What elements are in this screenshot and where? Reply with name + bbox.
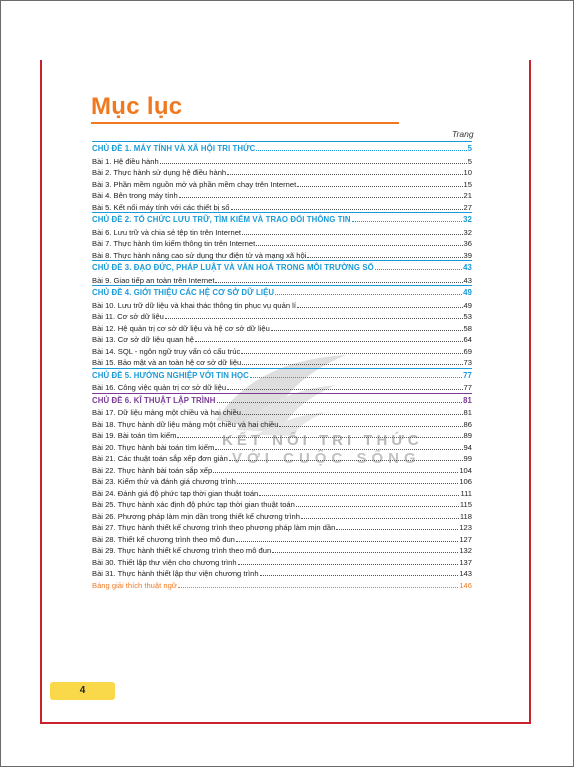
toc-leader-dots: [241, 345, 462, 354]
toc-leader-dots: [237, 475, 458, 484]
toc-leader-dots: [217, 394, 463, 403]
toc-entry[interactable]: [92, 226, 472, 238]
toc-entry-title: CHỦ ĐỀ 3. ĐẠO ĐỨC, PHÁP LUẬT VÀ VĂN HOÁ TRONG MÔI TRƯỜNG SỐ: [92, 263, 374, 272]
toc-entry-page: 53: [463, 312, 472, 321]
toc-entry-page: 5: [467, 144, 472, 153]
toc-leader-dots: [227, 166, 462, 175]
toc-entry-page: 58: [463, 323, 472, 333]
toc-entry-page: 36: [463, 239, 472, 248]
toc-chapter[interactable]: [92, 260, 472, 274]
toc-entry-title: Bài 15. Bảo mật và an toàn hệ cơ sở dữ liệu: [92, 358, 242, 367]
toc-leader-dots: [271, 322, 463, 331]
toc-entry[interactable]: [92, 310, 472, 322]
toc-leader-dots: [375, 261, 462, 270]
toc-leader-dots: [165, 310, 463, 319]
toc-entry[interactable]: [92, 356, 472, 368]
toc-entry-title: Bài 29. Thực hành thiết kế chương trình theo mô đun: [92, 546, 272, 555]
toc-entry-title: CHỦ ĐỀ 6. KĨ THUẬT LẬP TRÌNH: [92, 395, 216, 405]
toc-entry-title: Bài 31. Thực hành thiết lập thư viện chương trình: [92, 569, 259, 578]
toc-entry-page: 43: [463, 275, 472, 285]
toc-entry-title: Bài 28. Thiết kế chương trình theo mô đun: [92, 534, 235, 544]
toc-entry[interactable]: [92, 274, 472, 286]
toc-entry-page: 15: [463, 179, 472, 189]
toc-entry-page: 49: [463, 300, 472, 310]
toc-entry[interactable]: [92, 189, 472, 201]
toc-entry[interactable]: [92, 464, 472, 476]
toc-entry-title: Bài 27. Thực hành thiết kế chương trình theo phương pháp làm mịn dần: [92, 523, 336, 532]
toc-entry[interactable]: [92, 544, 472, 556]
toc-entry-title: Bài 20. Thực hành bài toán tìm kiếm: [92, 442, 215, 452]
toc-entry[interactable]: [92, 237, 472, 249]
toc-entry[interactable]: [92, 429, 472, 441]
toc-leader-dots: [215, 441, 462, 450]
toc-leader-dots: [275, 286, 462, 295]
toc-entry-title: Bài 18. Thực hành dữ liệu mảng một chiều và hai chiều: [92, 419, 279, 429]
toc-entry-page: 64: [463, 335, 472, 344]
page-title: Mục lục: [91, 93, 183, 120]
toc-entry[interactable]: [92, 166, 472, 178]
toc-entry-title: CHỦ ĐỀ 1. MÁY TÍNH VÀ XÃ HỘI TRI THỨC: [92, 144, 256, 153]
toc-entry[interactable]: [92, 201, 472, 213]
toc-entry[interactable]: [92, 418, 472, 430]
toc-leader-dots: [178, 579, 458, 588]
toc-leader-dots: [242, 226, 463, 235]
toc-entry-page: 39: [463, 250, 472, 260]
toc-entry-title: Bài 16. Công việc quản trị cơ sở dữ liệu: [92, 383, 227, 392]
toc-entry-page: 115: [459, 500, 472, 509]
toc-leader-dots: [215, 274, 462, 283]
toc-leader-dots: [259, 487, 459, 496]
toc-leader-dots: [231, 201, 463, 210]
toc-entry-page: 89: [463, 431, 472, 440]
toc-entry-page: 86: [463, 419, 472, 429]
toc-entry-page: 146: [459, 580, 472, 590]
toc-leader-dots: [256, 142, 466, 151]
toc-entry[interactable]: [92, 533, 472, 545]
title-underline: [91, 122, 399, 124]
toc-chapter[interactable]: [92, 393, 472, 407]
toc-entry[interactable]: [92, 498, 472, 510]
toc-entry-title: Bài 22. Thực hành bài toán sắp xếp: [92, 465, 213, 475]
toc-leader-dots: [160, 155, 467, 164]
toc-entry[interactable]: [92, 345, 472, 357]
toc-leader-dots: [236, 533, 458, 542]
toc-entry[interactable]: [92, 567, 472, 579]
toc-entry[interactable]: [92, 381, 472, 393]
toc-entry[interactable]: [92, 452, 472, 464]
toc-entry-page: 49: [463, 288, 472, 297]
toc-leader-dots: [177, 429, 462, 438]
toc-entry-page: 43: [463, 263, 472, 272]
toc-chapter[interactable]: [92, 212, 472, 226]
toc-entry-title: Bài 9. Giao tiếp an toàn trên Internet: [92, 275, 215, 285]
toc-chapter[interactable]: [92, 141, 472, 155]
toc-entry-page: 81: [463, 408, 472, 417]
toc-leader-dots: [297, 178, 462, 187]
toc-entry-page: 21: [463, 191, 472, 200]
toc-entry-title: Bài 7. Thực hành tìm kiếm thông tin trên Internet: [92, 239, 256, 248]
toc-entry[interactable]: [92, 441, 472, 453]
page-column-label: Trang: [452, 129, 474, 139]
toc-entry-title: Bài 4. Bên trong máy tính: [92, 191, 178, 200]
toc-leader-dots: [227, 381, 462, 390]
toc-entry[interactable]: [92, 333, 472, 345]
toc-leader-dots: [336, 521, 458, 530]
toc-entry-page: 143: [459, 569, 472, 578]
toc-leader-dots: [297, 299, 463, 308]
toc-entry-title: Bài 6. Lưu trữ và chia sẻ tệp tin trên Internet: [92, 227, 242, 237]
toc-entry-page: 118: [459, 511, 472, 521]
toc-entry-page: 123: [459, 523, 472, 532]
toc-leader-dots: [260, 567, 459, 576]
toc-entry-page: 132: [459, 546, 472, 555]
toc-leader-dots: [296, 498, 459, 507]
toc-entry-page: 99: [463, 454, 472, 463]
toc-leader-dots: [301, 510, 459, 519]
toc-entry-page: 77: [463, 383, 472, 392]
toc-chapter[interactable]: [92, 368, 472, 382]
toc-entry-page: 81: [463, 395, 472, 405]
toc-entry-title: Bài 8. Thực hành nâng cao sử dụng thư điện tử và mạng xã hội: [92, 250, 307, 260]
toc-entry[interactable]: [92, 299, 472, 311]
toc-entry-title: Bài 5. Kết nối máy tính với các thiết bị số: [92, 202, 230, 212]
toc-entry-title: Bài 24. Đánh giá độ phức tạp thời gian thuật toán: [92, 488, 259, 498]
toc-entry-page: 10: [463, 168, 472, 177]
toc-entry-page: 106: [459, 477, 472, 486]
toc-entry[interactable]: [92, 178, 472, 190]
toc-leader-dots: [179, 189, 463, 198]
toc-entry-title: Bảng giải thích thuật ngữ: [92, 580, 177, 590]
toc-leader-dots: [272, 544, 458, 553]
toc-entry-title: Bài 11. Cơ sở dữ liệu: [92, 312, 164, 321]
toc-entry[interactable]: [92, 249, 472, 261]
toc-entry-title: Bài 17. Dữ liệu mảng một chiều và hai chiều: [92, 408, 242, 417]
toc-leader-dots: [229, 452, 463, 461]
toc-entry-page: 94: [463, 442, 472, 452]
toc-leader-dots: [256, 237, 462, 246]
toc-entry-title: Bài 14. SQL - ngôn ngữ truy vấn có cấu trúc: [92, 346, 241, 356]
watermark-line-2: VỚI CUỘC SỐNG: [232, 450, 421, 467]
toc-entry-page: 111: [460, 488, 472, 498]
toc-leader-dots: [352, 213, 463, 222]
toc-entry-title: Bài 12. Hệ quản trị cơ sở dữ liệu và hệ cơ sở dữ liệu: [92, 323, 270, 333]
toc-entry-page: 137: [459, 557, 472, 567]
table-of-contents: [92, 141, 472, 590]
toc-entry-page: 127: [459, 534, 472, 544]
toc-entry[interactable]: [92, 155, 472, 167]
page-number-badge: 4: [50, 682, 115, 700]
toc-leader-dots: [279, 418, 462, 427]
toc-entry-title: CHỦ ĐỀ 2. TỔ CHỨC LƯU TRỮ, TÌM KIẾM VÀ TRAO ĐỔI THÔNG TIN: [92, 215, 351, 224]
toc-entry-title: Bài 30. Thiết lập thư viện cho chương trình: [92, 557, 237, 567]
toc-entry[interactable]: [92, 406, 472, 418]
toc-entry[interactable]: [92, 475, 472, 487]
toc-entry-title: Bài 10. Lưu trữ dữ liệu và khai thác thông tin phục vụ quản lí: [92, 300, 296, 310]
watermark-line-1: KẾT NỐI TRI THỨC: [222, 432, 423, 449]
toc-chapter[interactable]: [92, 285, 472, 299]
toc-entry-title: Bài 19. Bài toán tìm kiếm: [92, 431, 177, 440]
toc-entry-page: 77: [463, 370, 472, 380]
toc-leader-dots: [238, 556, 459, 565]
toc-leader-dots: [213, 464, 458, 473]
toc-entry[interactable]: [92, 487, 472, 499]
toc-leader-dots: [195, 333, 463, 342]
toc-entry-title: Bài 13. Cơ sở dữ liệu quan hệ: [92, 335, 195, 344]
toc-leader-dots: [307, 249, 462, 258]
toc-entry-page: 69: [463, 346, 472, 356]
toc-entry-page: 5: [467, 156, 472, 166]
toc-entry-title: Bài 2. Thực hành sử dụng hệ điều hành: [92, 168, 227, 177]
toc-entry-page: 73: [463, 358, 472, 367]
toc-entry[interactable]: [92, 322, 472, 334]
toc-entry-page: 104: [459, 465, 472, 475]
toc-entry-title: Bài 1. Hệ điều hành: [92, 156, 159, 166]
toc-entry-title: CHỦ ĐỀ 4. GIỚI THIỆU CÁC HỆ CƠ SỞ DỮ LIỆU: [92, 288, 275, 297]
toc-entry[interactable]: [92, 521, 472, 533]
toc-leader-dots: [242, 356, 462, 365]
toc-entry-title: Bài 21. Các thuật toán sắp xếp đơn giản: [92, 454, 228, 463]
toc-entry-page: 27: [463, 202, 472, 212]
toc-leader-dots: [242, 406, 463, 415]
toc-entry-title: Bài 3. Phần mềm nguồn mở và phần mềm chạy trên Internet: [92, 179, 297, 189]
toc-entry[interactable]: [92, 579, 472, 591]
toc-entry[interactable]: [92, 510, 472, 522]
toc-entry-page: 32: [463, 215, 472, 224]
toc-entry-title: CHỦ ĐỀ 5. HƯỚNG NGHIỆP VỚI TIN HỌC: [92, 370, 249, 380]
toc-entry-title: Bài 26. Phương pháp làm mịn dần trong thiết kế chương trình: [92, 511, 300, 521]
toc-leader-dots: [250, 369, 462, 378]
toc-entry-page: 32: [463, 227, 472, 237]
toc-entry-title: Bài 25. Thực hành xác định độ phức tạp thời gian thuật toán: [92, 500, 295, 509]
toc-entry[interactable]: [92, 556, 472, 568]
toc-entry-title: Bài 23. Kiểm thử và đánh giá chương trình: [92, 477, 236, 486]
